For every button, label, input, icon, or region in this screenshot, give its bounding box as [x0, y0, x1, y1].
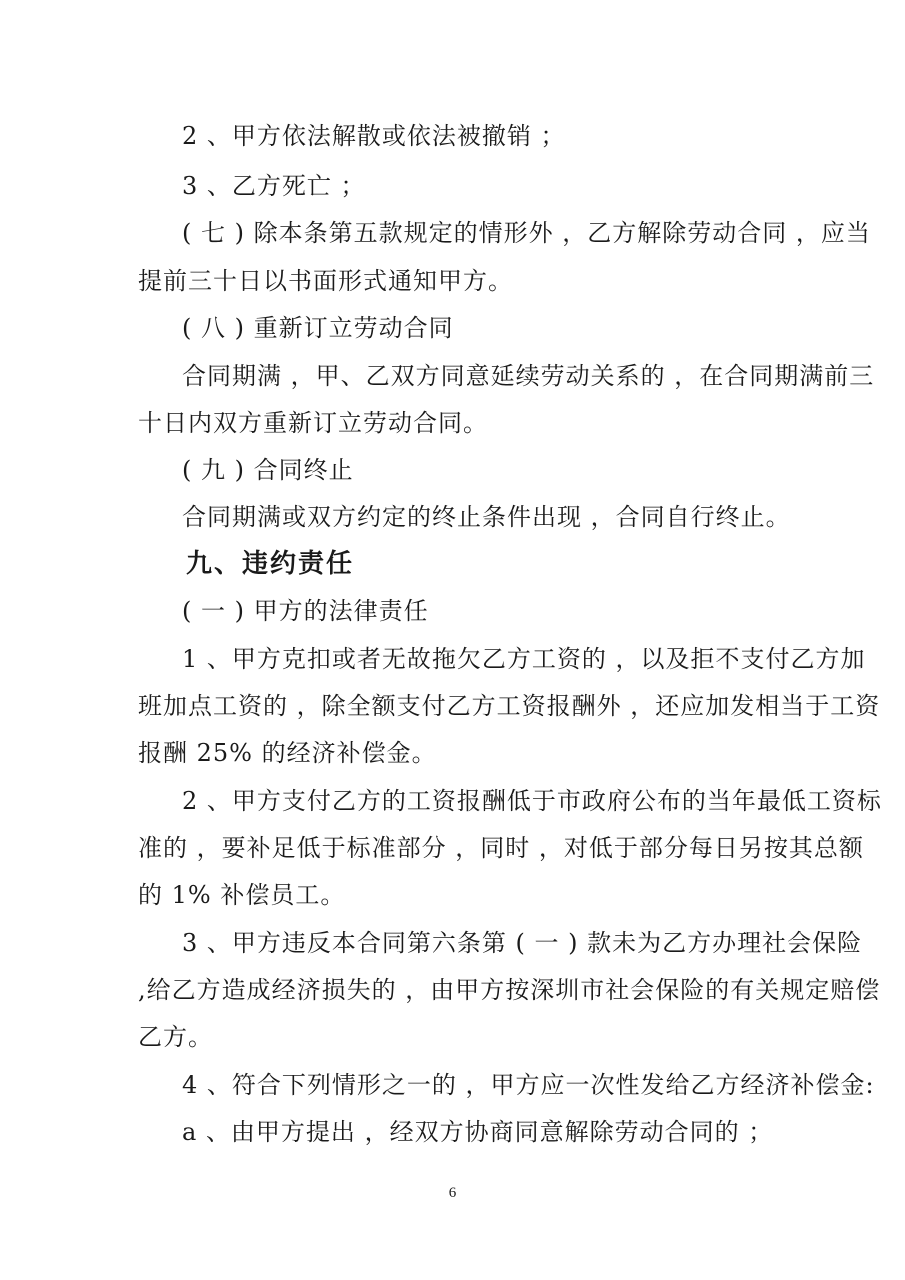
section-heading: 九、违约责任 — [186, 549, 355, 579]
clause-line: 报酬 25% 的经济补偿金。 — [138, 739, 437, 767]
clause-line: 3 、甲方违反本合同第六条第 ( 一 ) 款未为乙方办理社会保险 — [182, 929, 863, 957]
clause-line: ,给乙方造成经济损失的 ，由甲方按深圳市社会保险的有关规定赔偿 — [138, 976, 881, 1004]
page-number: 6 — [448, 1185, 457, 1201]
clause-line: ( 七 ) 除本条第五款规定的情形外 ，乙方解除劳动合同 ，应当 — [182, 219, 871, 247]
clause-line: 4 、符合下列情形之一的 ，甲方应一次性发给乙方经济补偿金: — [182, 1071, 875, 1099]
clause-line: 2 、甲方支付乙方的工资报酬低于市政府公布的当年最低工资标 — [182, 787, 882, 815]
clause-line: 合同期满 ，甲、乙双方同意延续劳动关系的 ，在合同期满前三 — [182, 362, 875, 390]
clause-line: 2 、甲方依法解散或依法被撤销 ； — [182, 122, 566, 150]
section-subtitle: ( 八 ) 重新订立劳动合同 — [182, 314, 454, 342]
section-subtitle: ( 九 ) 合同终止 — [182, 456, 354, 484]
clause-line: 1 、甲方克扣或者无故拖欠乙方工资的 ，以及拒不支付乙方加 — [182, 645, 866, 673]
clause-line: 十日内双方重新订立劳动合同。 — [138, 409, 488, 437]
clause-line: a 、由甲方提出 ，经双方协商同意解除劳动合同的 ； — [182, 1118, 774, 1146]
clause-line: 乙方。 — [138, 1023, 213, 1051]
clause-line: 班加点工资的 ，除全额支付乙方工资报酬外 ，还应加发相当于工资 — [138, 692, 881, 720]
clause-line: 3 、乙方死亡 ； — [182, 172, 366, 200]
clause-line: 的 1% 补偿员工。 — [138, 881, 346, 909]
section-subtitle: ( 一 ) 甲方的法律责任 — [182, 597, 429, 625]
clause-line: 准的 ，要补足低于标准部分 ，同时 ，对低于部分每日另按其总额 — [138, 834, 864, 862]
clause-line: 提前三十日以书面形式通知甲方。 — [138, 267, 513, 295]
clause-line: 合同期满或双方约定的终止条件出现 ，合同自行终止。 — [182, 503, 791, 531]
